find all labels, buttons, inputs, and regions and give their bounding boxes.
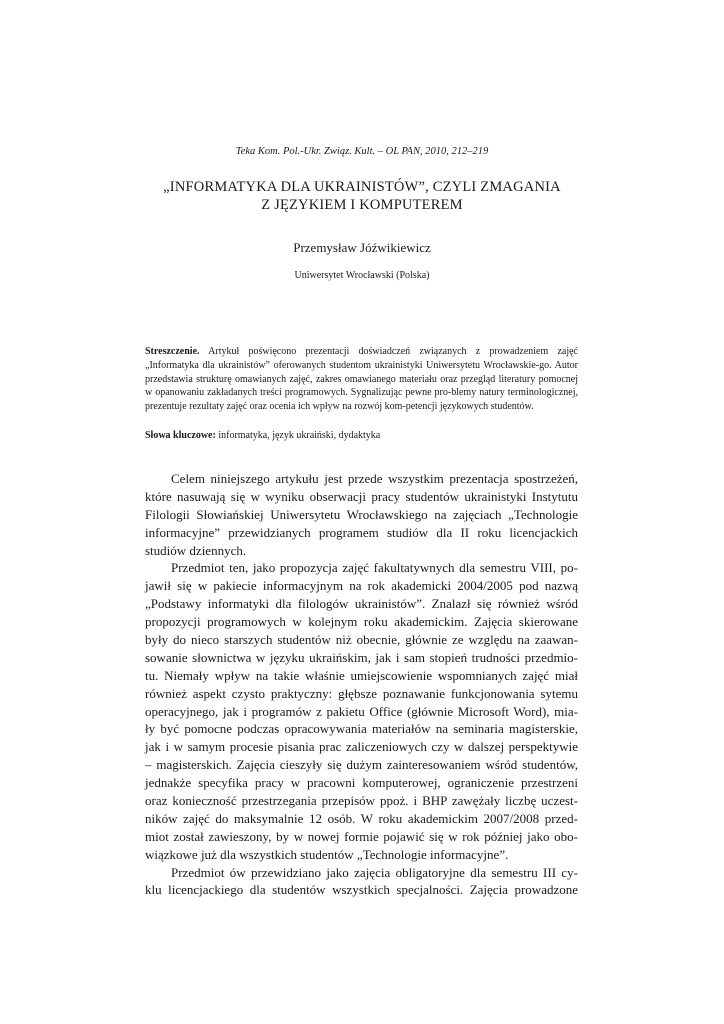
body-line: miot został zawieszony, by w nowej formie pojawić się w rok później jako obo-: [145, 828, 578, 844]
body-line: informacyjne” przewidzianych programem studiów dla II roku licencjackich: [145, 524, 578, 540]
title-line-1: „INFORMATYKA DLA UKRAINISTÓW”, CZYLI ZMAGANIA: [163, 179, 561, 195]
body-line: również aspekt czysto praktyczny: głębsze poznawanie funkcjonowania sytemu: [145, 685, 578, 701]
abstract-label: Streszczenie.: [145, 346, 200, 357]
body-text: [145, 470, 578, 899]
body-line: oraz konieczność przestrzegania przepisów ppoż. i BHP zawężały liczbę uczest-: [145, 793, 578, 809]
keywords: [145, 429, 578, 443]
body-line: sowanie słownictwa w języku ukraińskim, jak i sam stopień trudności przedmio-: [145, 649, 578, 665]
body-line: „Podstawy informatyki dla filologów ukrainistów”. Znalazł się również wśród: [145, 596, 578, 612]
article-title: [120, 178, 604, 214]
body-line: jak i w samym procesie pisania prac zaliczeniowych czy w dalszej perspektywie: [145, 739, 578, 755]
body-line: które nasuwają się w wyniku obserwacji pracy studentów ukrainistyki Instytutu: [145, 488, 578, 504]
running-head: Teka Kom. Pol.-Ukr. Związ. Kult. – OL PAN, 2010, 212–219: [235, 146, 489, 157]
body-line: tu. Niemały wpływ na takie właśnie umiejscowienie wspomnianych zajęć miał: [145, 667, 578, 683]
body-line: – magisterskich. Zajęcia cieszyły się dużym zainteresowaniem wśród studentów,: [145, 757, 578, 773]
abstract-text: Artykuł poświęcono prezentacji doświadczeń związanych z prowadzeniem zajęć „Informatyka dla ukrainistów” oferowanych studentom ukrainistyki Uniwersytetu Wrocławskie-go. Autor przedstawia strukturę omawianych zajęć, zakres omawianego materiału oraz przegląd literatury pomocnej w opanowaniu zakładanych treści programowych. Sygnalizując pewne pro-blemy natury terminologicznej, prezentuje rezultaty zajęć oraz ocenia ich wpływ na rozwój kom-petencji językowych studentów.: [145, 346, 578, 413]
abstract: [145, 345, 578, 414]
body-line: Przedmiot ów przewidziano jako zajęcia obligatoryjne dla semestru III cy-: [171, 864, 578, 880]
body-line: były do nieco starszych studentów niż obecnie, głównie ze względu na zaawan-: [145, 632, 578, 648]
body-line: Celem niniejszego artykułu jest przede wszystkim prezentacja spostrzeżeń,: [171, 471, 578, 486]
body-line: jawił się w pakiecie informacyjnym na rok akademicki 2004/2005 pod nazwą: [145, 578, 578, 594]
title-line-2: Z JĘZYKIEM I KOMPUTEREM: [261, 197, 463, 213]
body-line: Przedmiot ten, jako propozycja zajęć fakultatywnych dla semestru VIII, po-: [171, 560, 578, 576]
body-line: studiów dziennych.: [145, 542, 247, 558]
keywords-label: Słowa kluczowe:: [145, 430, 216, 441]
author-affiliation: Uniwersytet Wrocławski (Polska): [294, 270, 430, 281]
body-line: ników zajęć do maksymalnie 12 osób. W roku akademickim 2007/2008 przed-: [145, 810, 578, 826]
body-line: Filologii Słowiańskiej Uniwersytetu Wrocławskiego na zajęciach „Technologie: [145, 506, 578, 522]
body-line: wiązkowe już dla wszystkich studentów „Technologie informacyjne”.: [145, 846, 509, 862]
body-line: klu licencjackiego dla studentów wszystkich specjalności. Zajęcia prowadzone: [145, 882, 578, 898]
body-line: operacyjnego, jak i programów z pakietu Office (głównie Microsoft Word), mia-: [145, 703, 578, 719]
author-name: Przemysław Jóźwikiewicz: [293, 240, 431, 255]
body-line: jednakże specyfika pracy w pracowni komputerowej, ograniczenie przestrzeni: [145, 775, 578, 791]
body-line: propozycji programowych w kolejnym roku akademickim. Zajęcia skierowane: [145, 614, 578, 630]
keywords-text: informatyka, język ukraiński, dydaktyka: [215, 430, 381, 441]
body-line: ły być pomocne podczas opracowywania materiałów na seminaria magisterskie,: [145, 721, 578, 737]
